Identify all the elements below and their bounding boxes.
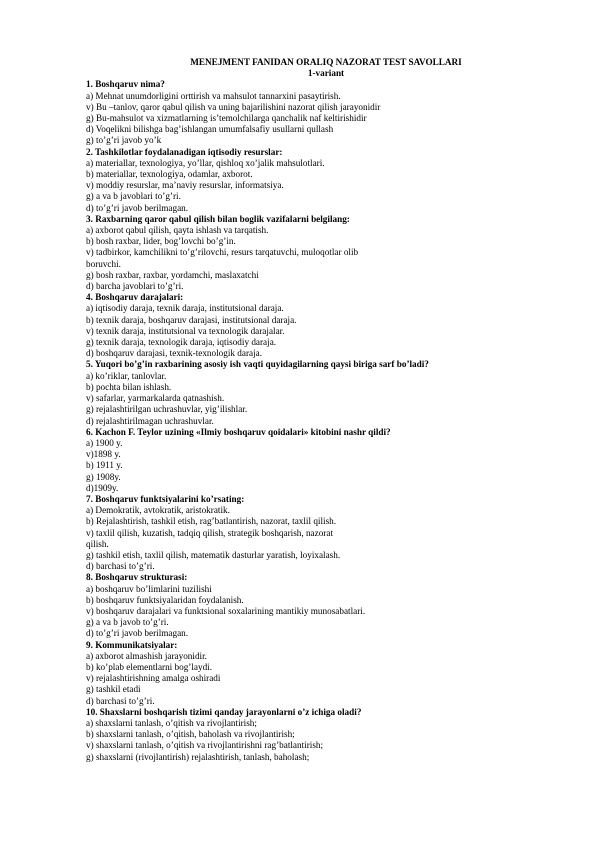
answer-option: g) 1908y.	[86, 471, 121, 482]
answer-option: b) boshqaruv funktsiyalaridan foydalanish.	[86, 594, 244, 605]
question-heading: 3. Raxbarning qaror qabul qilish bilan boglik vazifalarni belgilang:	[86, 213, 350, 224]
question-list	[86, 79, 556, 762]
answer-option: boruvchi.	[86, 258, 121, 269]
answer-option: a) 1900 y.	[86, 437, 123, 448]
answer-option: d) barchasi to’g’ri.	[86, 695, 155, 706]
answer-option: v)1898 y.	[86, 449, 121, 460]
question-heading: 9. Kommunikatsiyalar:	[86, 639, 178, 650]
question-heading: 2. Tashkilotlar foydalanadigan iqtisodiy resurslar:	[86, 146, 283, 157]
answer-option: g) a va b javoblari to’g’ri.	[86, 191, 181, 202]
answer-option: b) Rejalashtirish, tashkil etish, rag’batlantirish, nazorat, taxlil qilish.	[86, 516, 337, 527]
answer-option: a) ko’riklar, tanlovlar.	[86, 370, 167, 381]
question-heading: 6. Kachon F. Teylor uzining «Ilmiy boshqaruv qoidalari» kitobini nashr qildi?	[86, 426, 391, 437]
answer-option: v) tadbirkor, kamchilikni to’g’rilovchi, resurs tarqatuvchi, muloqotlar olib	[86, 247, 359, 258]
answer-option: d) barcha javoblari to’g’ri.	[86, 281, 184, 292]
answer-option: b) materiallar, texnologiya, odamlar, axborot.	[86, 169, 253, 180]
answer-option: g) to’g’ri javob yo’k	[86, 135, 162, 146]
answer-option: a) materiallar, texnologiya, yo’llar, qishloq xo’jalik mahsulotlari.	[86, 157, 325, 168]
answer-option: v) boshqaruv darajalari va funktsional soxalarining mantikiy munosabatlari.	[86, 605, 366, 616]
answer-option: qilish.	[86, 538, 109, 549]
answer-option: a) boshqaruv bo’limlarini tuzilishi	[86, 583, 212, 594]
answer-option: a) axborot almashish jarayonidir.	[86, 650, 207, 661]
answer-option: g) texnik daraja, texnologik daraja, iqtisodiy daraja.	[86, 337, 277, 348]
question-heading: 5. Yuqori bo’g’in raxbarining asosiy ish vaqti quyidagilarning qaysi biriga sarf bo’ladi?	[86, 359, 429, 370]
answer-option: b) ko’plab elementlarni bog’laydi.	[86, 661, 213, 672]
answer-option: a) shaxslarni tanlash, o’qitish va rivojlantirish;	[86, 717, 257, 728]
answer-option: b) bosh raxbar, lider, bog’lovchi bo’g’in.	[86, 236, 236, 247]
answer-option: v) rejalashtirishning amalga oshiradi	[86, 673, 221, 684]
answer-option: v) Bu –tanlov, qaror qabul qilish va uning bajarilishini nazorat qilish jarayonidir	[86, 101, 381, 112]
answer-option: g) tashkil etish, taxlil qilish, matematik dasturlar yaratish, loyixalash.	[86, 549, 341, 560]
answer-option: a) Demokratik, avtokratik, aristokratik.	[86, 505, 230, 516]
answer-option: g) bosh raxbar, raxbar, yordamchi, maslaxatchi	[86, 269, 259, 280]
variant-label: 1-variant	[307, 68, 345, 79]
answer-option: b) texnik daraja, boshqaruv darajasi, institutsional daraja.	[86, 314, 297, 325]
answer-option: d) Voqelikni bilishga bag’ishlangan umumfalsafiy usullarni qullash	[86, 124, 334, 135]
answer-option: d) boshqaruv darajasi, texnik-texnologik daraja.	[86, 348, 263, 359]
answer-option: v) taxlil qilish, kuzatish, tadqiq qilish, strategik boshqarish, nazorat	[86, 527, 333, 538]
question-heading: 8. Boshqaruv strukturasi:	[86, 572, 188, 583]
answer-option: g) rejalashtirilgan uchrashuvlar, yig’ilishlar.	[86, 404, 248, 415]
question-heading: 7. Boshqaruv funktsiyalarini ko’rsating:	[86, 493, 245, 504]
answer-option: b) 1911 y.	[86, 460, 123, 471]
answer-option: v) shaxslarni tanlash, o’qitish va rivojlantirishni rag’batlantirish;	[86, 740, 324, 751]
answer-option: d)1909y.	[86, 482, 119, 493]
answer-option: a) iqtisodiy daraja, texnik daraja, institutsional daraja.	[86, 303, 284, 314]
answer-option: v) texnik daraja, institutsional va texnologik darajalar.	[86, 325, 285, 336]
document-title: MENEJMENT FANIDAN ORALIQ NAZORAT TEST SAVOLLARI	[190, 57, 462, 67]
answer-option: d) to’g’ri javob berilmagan.	[86, 628, 189, 639]
answer-option: g) shaxslarni (rivojlantirish) rejalashtirish, tanlash, baholash;	[86, 751, 310, 762]
answer-option: g) tashkil etadi	[86, 684, 141, 695]
answer-option: d) barchasi to’g’ri.	[86, 561, 155, 572]
question-heading: 1. Boshqaruv nima?	[86, 79, 165, 90]
answer-option: a) axborot qabul qilish, qayta ishlash va tarqatish.	[86, 225, 269, 236]
answer-option: a) Mehnat unumdorligini orttirish va mahsulot tannarxini pasaytirish.	[86, 90, 341, 101]
answer-option: d) to’g’ri javob berilmagan.	[86, 202, 189, 213]
question-heading: 4. Boshqaruv darajalari:	[86, 292, 184, 303]
answer-option: g) a va b javob to’g’ri.	[86, 617, 169, 628]
question-heading: 10. Shaxslarni boshqarish tizimi qanday jarayonlarni o’z ichiga oladi?	[86, 706, 362, 717]
answer-option: b) pochta bilan ishlash.	[86, 381, 172, 392]
answer-option: g) Bu-mahsulot va xizmatlarning is’temolchilarga qanchalik naf keltirishidir	[86, 113, 367, 124]
answer-option: v) moddiy resurslar, ma’naviy resurslar, informatsiya.	[86, 180, 284, 191]
answer-option: d) rejalashtirilmagan uchrashuvlar.	[86, 415, 214, 426]
answer-option: b) shaxslarni tanlash, o’qitish, baholash va rivojlantirish;	[86, 729, 295, 740]
answer-option: v) safarlar, yarmarkalarda qatnashish.	[86, 393, 225, 404]
